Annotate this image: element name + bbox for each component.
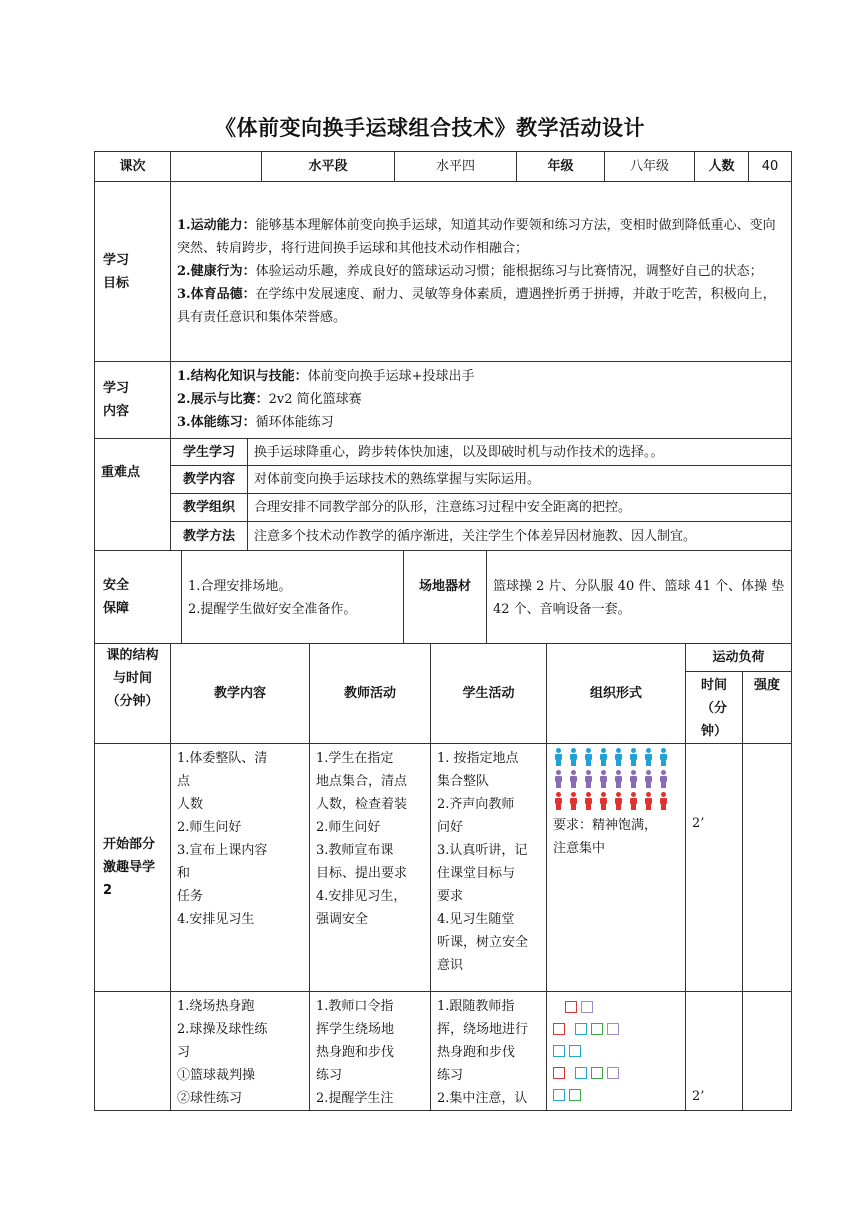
key-row-text: 合理安排不同教学部分的队形，注意练习过程中安全距离的把控。: [248, 494, 792, 522]
part1-name: 开始部分 激趣导学 2: [95, 744, 171, 992]
square-row: [553, 1062, 679, 1084]
objective-item: 1.运动能力：能够基本理解体前变向换手运球，知道其动作要领和练习方法，变相时做到降低重心、变向突然、转肩跨步，将行进间换手运球和其他技术动作相融合；: [177, 218, 776, 256]
key-row-text: 对体前变向换手运球技术的熟练掌握与实际运用。: [248, 466, 792, 494]
lesson-plan-table: [94, 151, 792, 439]
safety-label: 安全 保障: [95, 551, 182, 644]
square-marker-icon: [591, 1023, 603, 1035]
square-marker-icon: [569, 1045, 581, 1057]
lesson-value: [171, 152, 262, 182]
part2-intensity: [743, 992, 792, 1111]
formation-diagram: [553, 747, 679, 814]
col-teacher: 教师活动: [310, 644, 431, 744]
student-figure-icon: [613, 770, 624, 788]
square-marker-icon: [607, 1023, 619, 1035]
square-marker-icon: [553, 1089, 565, 1101]
col-load: 运动负荷: [686, 644, 792, 672]
key-points-label: 重难点: [95, 439, 171, 551]
part2-organization: [547, 992, 686, 1111]
student-figure-icon: [613, 748, 624, 766]
square-marker-icon: [607, 1067, 619, 1079]
student-figure-icon: [568, 770, 579, 788]
key-row-label: 学生学习: [171, 439, 248, 466]
content-item: 3.体能练习：循环体能练习: [177, 415, 334, 430]
square-marker-icon: [591, 1067, 603, 1079]
student-figure-icon: [658, 770, 669, 788]
page-title: 《体前变向换手运球组合技术》教学活动设计: [215, 115, 645, 140]
content-cell: [171, 362, 792, 439]
equipment-label: 场地器材: [404, 551, 487, 644]
student-figure-icon: [643, 748, 654, 766]
square-marker-icon: [553, 1067, 565, 1079]
student-figure-icon: [598, 770, 609, 788]
square-marker-icon: [569, 1089, 581, 1101]
key-row-label: 教学内容: [171, 466, 248, 494]
content-item: 1.结构化知识与技能：体前变向换手运球+投球出手: [177, 369, 475, 384]
col-intensity: 强度: [743, 672, 792, 744]
objective-item: 2.健康行为：体验运动乐趣，养成良好的篮球运动习惯；能根据练习与比赛情况，调整好自己的状态；: [177, 264, 763, 279]
student-figure-icon: [568, 748, 579, 766]
level-label: 水平段: [262, 152, 395, 182]
part1-time: 2’: [686, 744, 743, 992]
key-points-table: [94, 438, 792, 551]
student-figure-icon: [583, 770, 594, 788]
part1-intensity: [743, 744, 792, 992]
key-row-label: 教学组织: [171, 494, 248, 522]
square-marker-icon: [553, 1045, 565, 1057]
part1-organization: 要求：精神饱满， 注意集中: [547, 744, 686, 992]
objectives-label: 学习 目标: [95, 182, 171, 362]
student-figure-icon: [568, 792, 579, 810]
student-figure-icon: [643, 792, 654, 810]
content-label: 学习 内容: [95, 362, 171, 439]
part2-teacher: 1.教师口令指 挥学生绕场地 热身跑和步伐 练习 2.提醒学生注: [310, 992, 431, 1111]
count-label: 人数: [695, 152, 749, 182]
square-row: [553, 1040, 679, 1062]
square-marker-icon: [553, 1023, 565, 1035]
square-row: [553, 1084, 679, 1106]
formation-row: [553, 748, 679, 770]
safety-table: [94, 550, 792, 644]
student-figure-icon: [583, 792, 594, 810]
student-figure-icon: [628, 792, 639, 810]
student-figure-icon: [628, 748, 639, 766]
part1-teacher: 1.学生在指定 地点集合，清点 人数，检查着装 2.师生问好 3.教师宣布课 目标、提出要求 4.安排见习生， 强调安全: [310, 744, 431, 992]
square-marker-icon: [581, 1001, 593, 1013]
part1-content: 1.体委整队、清 点 人数 2.师生问好 3.宣布上课内容 和 任务 4.安排见习生: [171, 744, 310, 992]
square-marker-icon: [575, 1067, 587, 1079]
student-figure-icon: [553, 748, 564, 766]
lesson-label: 课次: [95, 152, 171, 182]
objective-item: 3.体育品德：在学练中发展速度、耐力、灵敏等身体素质，遭遇挫折勇于拼搏，并敢于吃苦，积极向上，具有责任意识和集体荣誉感。: [177, 287, 776, 325]
col-organization: 组织形式: [547, 644, 686, 744]
part2-time: 2’: [686, 992, 743, 1111]
org-requirement: 要求：精神饱满，: [553, 818, 658, 833]
grade-value: 八年级: [605, 152, 695, 182]
objectives-cell: [171, 182, 792, 362]
student-figure-icon: [598, 792, 609, 810]
student-figure-icon: [658, 748, 669, 766]
col-time: 时间 （分 钟）: [686, 672, 743, 744]
key-row-label: 教学方法: [171, 522, 248, 551]
formation-row: [553, 792, 679, 814]
student-figure-icon: [553, 770, 564, 788]
student-figure-icon: [658, 792, 669, 810]
student-figure-icon: [553, 792, 564, 810]
part1-student: 1. 按指定地点 集合整队 2.齐声向教师 问好 3.认真听讲，记 住课堂目标与 要求 4.见习生随堂 听课，树立安全 意识: [431, 744, 547, 992]
equipment-text: 篮球操 2 片、分队服 40 件、篮球 41 个、体操 垫 42 个、音响设备一套。: [487, 551, 792, 644]
square-formation-diagram: [553, 995, 679, 1106]
square-row: [553, 1018, 679, 1040]
level-value: 水平四: [395, 152, 517, 182]
col-content: 教学内容: [171, 644, 310, 744]
square-marker-icon: [575, 1023, 587, 1035]
grade-label: 年级: [517, 152, 605, 182]
key-row-text: 注意多个技术动作教学的循序渐进，关注学生个体差异因材施教、因人制宜。: [248, 522, 792, 551]
part2-student: 1.跟随教师指 挥，绕场地进行 热身跑和步伐 练习 2.集中注意，认: [431, 992, 547, 1111]
safety-items: 1.合理安排场地。 2.提醒学生做好安全准备作。: [182, 551, 404, 644]
structure-table: [94, 643, 792, 1111]
square-row: [553, 996, 679, 1018]
part2-name: [95, 992, 171, 1111]
count-value: 40: [749, 152, 792, 182]
col-structure: 课的结构 与时间 （分钟）: [95, 644, 171, 744]
content-item: 2.展示与比赛：2v2 简化篮球赛: [177, 392, 362, 407]
key-row-text: 换手运球降重心，跨步转体快加速，以及即破时机与动作技术的选择。。: [248, 439, 792, 466]
student-figure-icon: [628, 770, 639, 788]
student-figure-icon: [613, 792, 624, 810]
square-marker-icon: [565, 1001, 577, 1013]
student-figure-icon: [598, 748, 609, 766]
col-student: 学生活动: [431, 644, 547, 744]
student-figure-icon: [643, 770, 654, 788]
student-figure-icon: [583, 748, 594, 766]
formation-row: [553, 770, 679, 792]
part2-content: 1.绕场热身跑 2.球操及球性练 习 ①篮球裁判操 ②球性练习: [171, 992, 310, 1111]
